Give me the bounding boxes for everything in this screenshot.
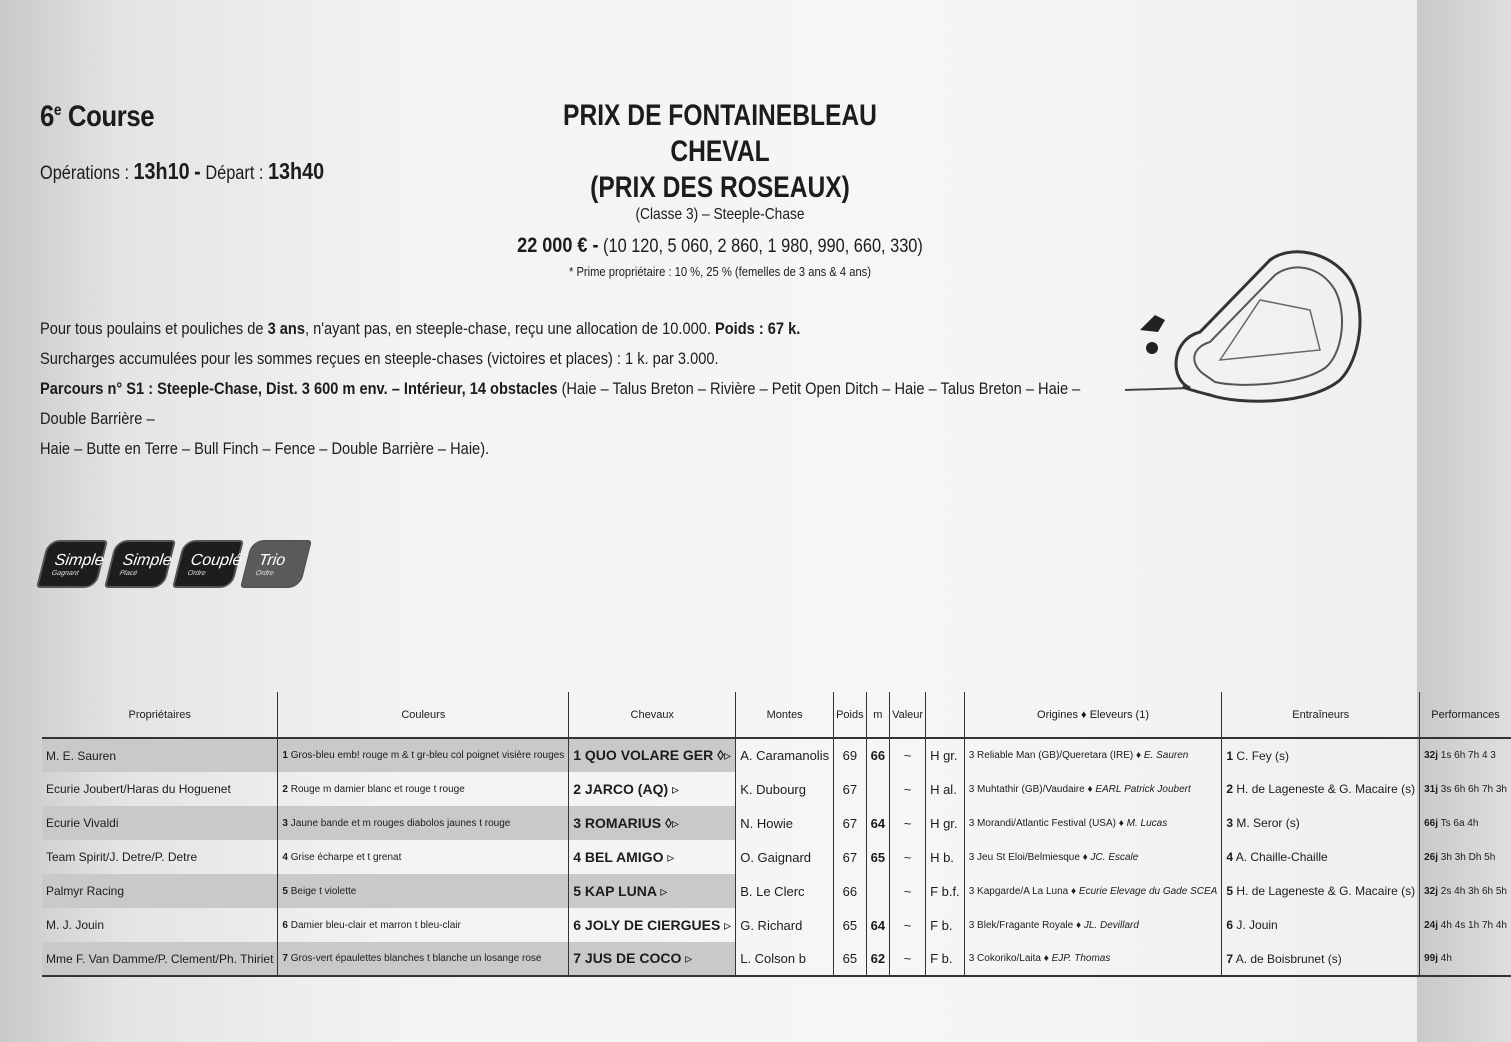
race-conditions: Pour tous poulains et pouliches de 3 ans, n'ayant pas, en steeple-chase, reçu une allocation de 10.000. Poids : 67 k. Surcharges accumulées pour les sommes reçues en steeple-chases (victoires et places) : 1 k. par 3.000. Parcours n° S1 : Steeple-Chase, Dist. 3 600 m env. – Intérieur, 14 obstacles (Haie – Talus Breton – Rivière – Petit Open Ditch – Haie – Talus Breton – Haie – Double Barrière – Haie – Butte en Terre – Bull Finch – Fence – Double Barrière – Haie).	[40, 319, 1081, 458]
cell-performances: 32j 2s 4h 3h 6h 5h	[1420, 874, 1511, 908]
cell-entraineur: 6 J. Jouin	[1222, 908, 1420, 942]
cell-proprietaire: M. E. Sauren	[42, 738, 278, 772]
cell-couleurs: 3 Jaune bande et m rouges diabolos jaunes t rouge	[278, 806, 569, 840]
cell-monte: L. Colson b	[736, 942, 834, 976]
cell-valeur: ~	[890, 942, 926, 976]
cell-poids: 67	[834, 806, 867, 840]
header-valeur: Valeur	[890, 692, 926, 738]
cell-sexe: H al.	[926, 772, 965, 806]
cell-valeur: ~	[890, 738, 926, 772]
cell-valeur: ~	[890, 874, 926, 908]
cell-proprietaire: Ecurie Vivaldi	[42, 806, 278, 840]
cell-performances: 26j 3h 3h Dh 5h	[1420, 840, 1511, 874]
cell-origines: 3 Muhtathir (GB)/Vaudaire ♦ EARL Patrick Joubert	[964, 772, 1222, 806]
cell-monte: K. Dubourg	[736, 772, 834, 806]
table-row	[42, 942, 1511, 976]
cell-cheval: 5 KAP LUNA ▹	[569, 874, 736, 908]
cell-cheval: 2 JARCO (AQ) ▹	[569, 772, 736, 806]
cell-entraineur: 7 A. de Boisbrunet (s)	[1222, 942, 1420, 976]
cell-entraineur: 5 H. de Lageneste & G. Macaire (s)	[1222, 874, 1420, 908]
cell-proprietaire: M. J. Jouin	[46, 918, 105, 932]
table-row	[42, 840, 1511, 874]
cell-couleurs: 5 Beige t violette	[278, 874, 569, 908]
race-prime: * Prime propriétaire : 10 %, 25 % (femelles de 3 ans & 4 ans)	[568, 264, 871, 279]
race-header	[480, 98, 960, 279]
course-times: Opérations : 13h10 - Départ : 13h40	[40, 158, 325, 184]
cell-rating: 65	[866, 840, 889, 874]
table-row	[42, 806, 1511, 840]
race-name: PRIX DE FONTAINEBLEAU CHEVAL	[563, 99, 877, 168]
cell-rating: 64	[866, 908, 889, 942]
bet-simple-gagnant: Simple Gagnant	[36, 540, 108, 588]
cell-monte: B. Le Clerc	[736, 874, 834, 908]
cell-performances: 66j Ts 6a 4h	[1420, 806, 1511, 840]
table-row	[42, 738, 1511, 772]
header-origines: Origines ♦ Eleveurs (1)	[964, 692, 1222, 738]
cell-poids: 65	[834, 942, 867, 976]
cell-valeur: ~	[890, 908, 926, 942]
cell-performances: 99j 4h	[1420, 942, 1511, 976]
cell-cheval: 4 BEL AMIGO ▹	[569, 840, 736, 874]
cell-monte: A. Caramanolis	[736, 738, 834, 772]
cell-sexe: H gr.	[926, 806, 965, 840]
cell-cheval: 3 ROMARIUS ◊▹	[569, 806, 736, 840]
cell-proprietaire: Mme F. Van Damme/P. Clement/Ph. Thiriet	[42, 942, 278, 976]
cell-valeur: ~	[890, 840, 926, 874]
cell-performances: 31j 3s 6h 6h 7h 3h	[1420, 772, 1511, 806]
cell-couleurs: 1 Gros-bleu emb! rouge m & t gr-bleu col poignet visière rouges	[278, 738, 569, 772]
cell-performances: 24j 4h 4s 1h 7h 4h	[1420, 908, 1511, 942]
cell-origines: 3 Morandi/Atlantic Festival (USA) ♦ M. Lucas	[964, 806, 1222, 840]
bet-couple-ordre: Couplé Ordre	[172, 540, 244, 588]
header-poids: Poids	[834, 692, 867, 738]
cell-poids: 67	[834, 840, 867, 874]
cell-valeur: ~	[890, 806, 926, 840]
cell-origines: 3 Jeu St Eloi/Belmiesque ♦ JC. Escale	[964, 840, 1222, 874]
cell-performances: 32j 1s 6h 7h 4 3	[1420, 738, 1511, 772]
cell-sexe: H gr.	[926, 738, 965, 772]
cell-rating: 62	[866, 942, 889, 976]
cell-monte: O. Gaignard	[736, 840, 834, 874]
cell-proprietaire: Team Spirit/J. Detre/P. Detre	[46, 850, 198, 864]
cell-sexe: F b.	[926, 908, 965, 942]
header-chevaux: Chevaux	[569, 692, 736, 738]
cell-poids: 65	[834, 908, 867, 942]
cell-cheval: 7 JUS DE COCO ▹	[569, 942, 736, 976]
header-couleurs: Couleurs	[278, 692, 569, 738]
bet-trio-ordre: Trio Ordre	[240, 540, 312, 588]
cell-entraineur: 2 H. de Lageneste & G. Macaire (s)	[1222, 772, 1420, 806]
runners-table	[42, 692, 1511, 977]
cell-origines: 3 Blek/Fragante Royale ♦ JL. Devillard	[964, 908, 1222, 942]
bet-types	[42, 540, 306, 588]
cell-entraineur: 1 C. Fey (s)	[1222, 738, 1420, 772]
cell-rating: 66	[866, 738, 889, 772]
cell-proprietaire: Ecurie Joubert/Haras du Hoguenet	[46, 782, 231, 796]
header-rating: m	[866, 692, 889, 738]
bet-simple-place: Simple Placé	[104, 540, 176, 588]
cell-origines: 3 Cokoriko/Laita ♦ EJP. Thomas	[964, 942, 1222, 976]
header-sexe-age	[926, 692, 965, 738]
cell-origines: 3 Reliable Man (GB)/Queretara (IRE) ♦ E. Sauren	[964, 738, 1222, 772]
table-row	[42, 874, 1511, 908]
cell-origines: 3 Kapgarde/A La Luna ♦ Ecurie Elevage du Gade SCEA	[964, 874, 1222, 908]
table-header-row	[42, 692, 1511, 738]
cell-proprietaire: Palmyr Racing	[42, 874, 278, 908]
cell-cheval: 6 JOLY DE CIERGUES ▹	[569, 908, 736, 942]
cell-monte: G. Richard	[736, 908, 834, 942]
header-proprietaires: Propriétaires	[128, 708, 191, 721]
cell-entraineur: 3 M. Seror (s)	[1222, 806, 1420, 840]
race-class: (Classe 3) – Steeple-Chase	[635, 206, 805, 223]
cell-couleurs: 6 Damier bleu-clair et marron t bleu-clair	[278, 908, 569, 942]
table-row	[42, 908, 1511, 942]
cell-sexe: F b.	[926, 942, 965, 976]
race-prize: 22 000 € - (10 120, 5 060, 2 860, 1 980, 990, 660, 330)	[517, 234, 923, 257]
cell-rating	[866, 874, 889, 908]
cell-poids: 66	[834, 874, 867, 908]
cell-monte: N. Howie	[736, 806, 834, 840]
cell-rating: 64	[866, 806, 889, 840]
header-performances: Performances	[1420, 692, 1511, 738]
cell-valeur: ~	[890, 772, 926, 806]
cell-couleurs: 4 Grise écharpe et t grenat	[278, 840, 569, 874]
cell-sexe: F b.f.	[926, 874, 965, 908]
header-entraineurs: Entraîneurs	[1222, 692, 1420, 738]
cell-entraineur: 4 A. Chaille-Chaille	[1222, 840, 1420, 874]
cell-couleurs: 7 Gros-vert épaulettes blanches t blanche un losange rose	[278, 942, 569, 976]
cell-couleurs: 2 Rouge m damier blanc et rouge t rouge	[278, 772, 569, 806]
track-map-icon	[1120, 240, 1370, 420]
cell-cheval: 1 QUO VOLARE GER ◊▹	[569, 738, 736, 772]
race-subname: (PRIX DES ROSEAUX)	[590, 171, 850, 204]
cell-rating	[866, 772, 889, 806]
cell-sexe: H b.	[926, 840, 965, 874]
cell-poids: 69	[834, 738, 867, 772]
cell-poids: 67	[834, 772, 867, 806]
header-montes: Montes	[736, 692, 834, 738]
table-row	[42, 772, 1511, 806]
course-title: 6e Course	[40, 100, 155, 133]
